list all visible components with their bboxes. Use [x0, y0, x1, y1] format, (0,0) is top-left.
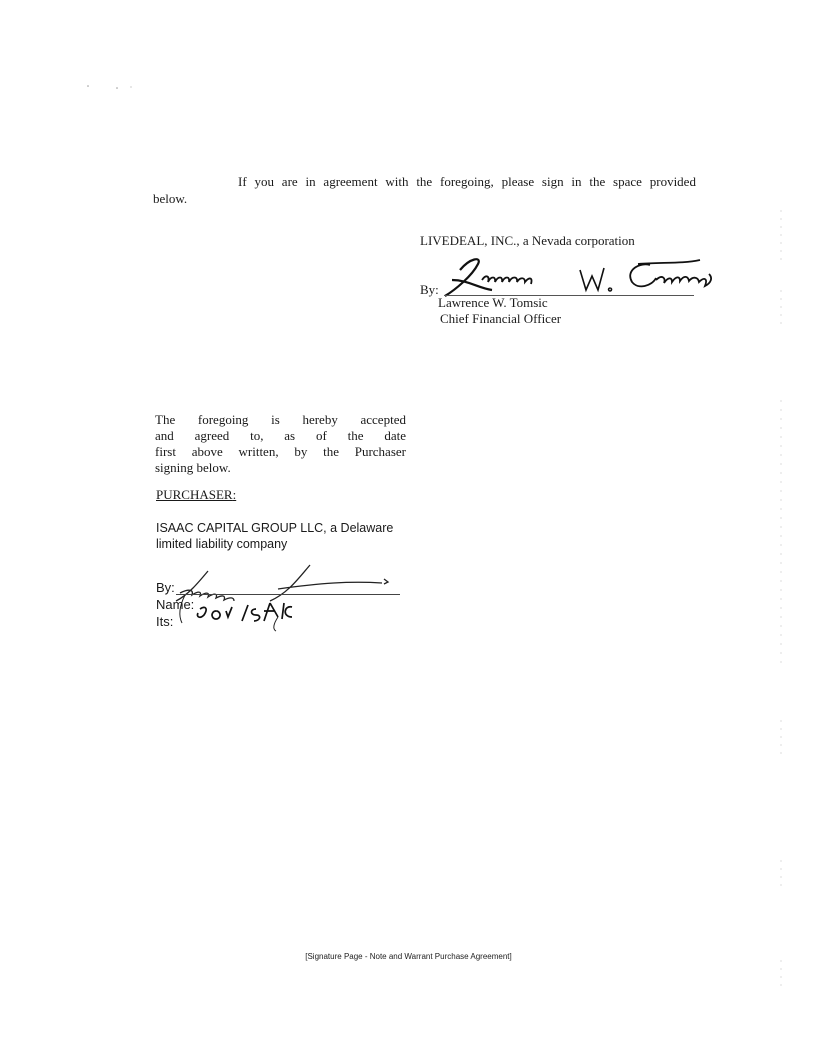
purchaser-heading	[156, 487, 236, 503]
signer-title: Chief Financial Officer	[440, 311, 562, 326]
page-footer: [Signature Page - Note and Warrant Purchase Agreement]	[305, 952, 512, 961]
intro-word: foregoing,	[440, 174, 494, 189]
acceptance-word: the	[347, 428, 364, 443]
acceptance-word: first	[155, 444, 176, 459]
acceptance-row-2	[155, 428, 406, 444]
acceptance-row-3	[155, 444, 406, 460]
intro-paragraph-line1	[238, 174, 696, 190]
intro-word: sign	[541, 174, 564, 189]
purchaser-by-label: By:	[156, 580, 175, 595]
acceptance-word: above	[191, 444, 223, 459]
acceptance-word: Purchaser	[354, 444, 406, 459]
signature-lawrence-tomsic	[420, 250, 730, 300]
company-name: LIVEDEAL, INC., a Nevada corporation	[420, 233, 635, 248]
purchaser-heading-colon: :	[232, 487, 237, 502]
intro-word: If	[238, 174, 247, 189]
acceptance-word: of	[315, 428, 327, 443]
acceptance-word: agreed	[194, 428, 230, 443]
intro-word: please	[501, 174, 535, 189]
purchaser-heading-text: PURCHASER	[156, 487, 233, 502]
signer-name: Lawrence W. Tomsic	[438, 295, 548, 310]
intro-word: the	[416, 174, 433, 189]
acceptance-word: the	[323, 444, 339, 459]
acceptance-word: and	[155, 428, 174, 443]
intro-word: you	[254, 174, 274, 189]
intro-word: are	[281, 174, 298, 189]
purchaser-entity-line2: limited liability company	[156, 537, 288, 551]
acceptance-word: written,	[238, 444, 279, 459]
acceptance-word: date	[384, 428, 406, 443]
intro-word: agreement	[323, 174, 378, 189]
acceptance-word: as	[284, 428, 296, 443]
acceptance-word: is	[271, 412, 280, 427]
intro-word: space	[613, 174, 642, 189]
purchaser-signature-line	[176, 594, 400, 595]
acceptance-word: foregoing	[197, 412, 249, 427]
acceptance-word: accepted	[360, 412, 406, 427]
company-by-label: By:	[420, 282, 439, 297]
signature-jon-isaac	[170, 563, 410, 633]
acceptance-word: hereby	[302, 412, 338, 427]
purchaser-signature	[170, 563, 410, 638]
purchaser-name-label: Name:	[156, 597, 195, 612]
purchaser-entity-line1: ISAAC CAPITAL GROUP LLC, a Delaware	[156, 521, 394, 535]
acceptance-paragraph	[155, 412, 406, 476]
intro-word: provided	[649, 174, 696, 189]
acceptance-word: to,	[250, 428, 264, 443]
acceptance-word: The	[155, 412, 176, 427]
intro-word: with	[385, 174, 409, 189]
intro-word: the	[589, 174, 606, 189]
intro-word: in	[305, 174, 316, 189]
acceptance-row-1	[155, 412, 406, 428]
acceptance-word: by	[294, 444, 308, 459]
purchaser-its-label: Its:	[156, 614, 174, 629]
acceptance-last-line: signing below.	[155, 460, 231, 475]
intro-word: in	[571, 174, 582, 189]
intro-paragraph-line2: below.	[153, 191, 188, 206]
